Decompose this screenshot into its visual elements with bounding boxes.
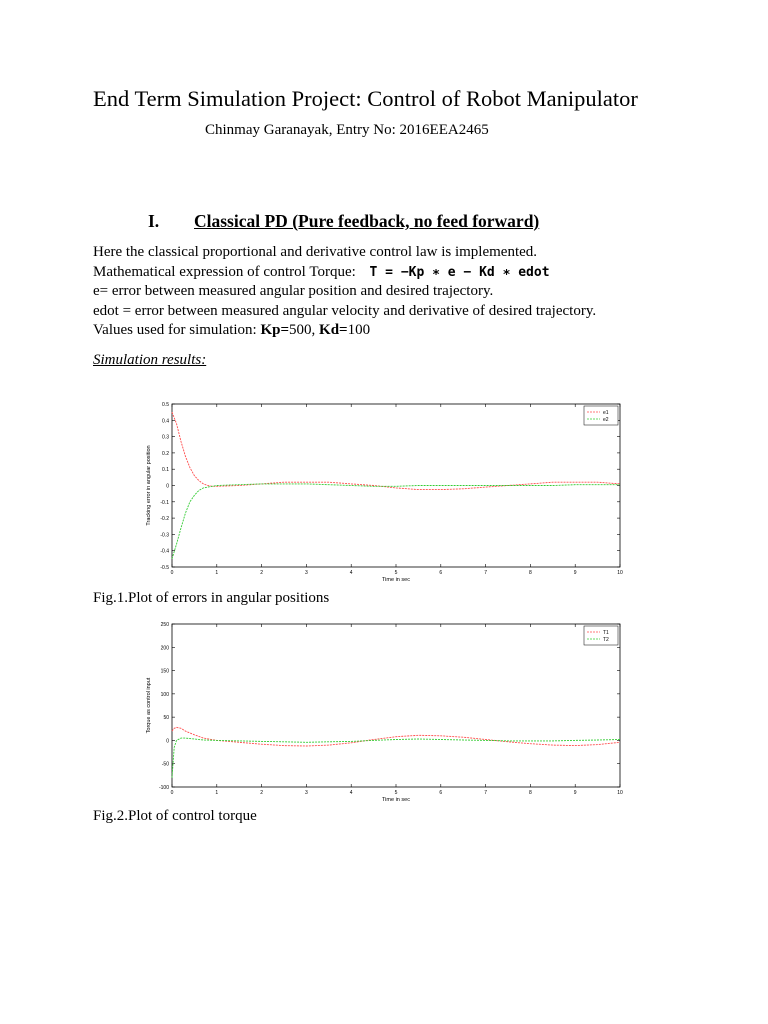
- x-tick-label: 9: [573, 790, 577, 796]
- legend-box: [584, 626, 618, 645]
- x-tick-label: 7: [484, 570, 487, 576]
- kp-label: Kp=: [260, 322, 290, 338]
- y-tick-label: 0.1: [162, 467, 169, 474]
- x-tick-label: 10: [617, 570, 623, 576]
- y-tick-label: 0: [166, 483, 169, 490]
- kd-label: Kd=: [319, 322, 348, 338]
- legend-label-e2: e2: [603, 417, 609, 423]
- author-line: Chinmay Garanayak, Entry No: 2016EEA2465: [205, 122, 489, 138]
- figure-1-caption: Fig.1.Plot of errors in angular positions: [93, 590, 330, 606]
- x-tick-label: 4: [349, 570, 353, 576]
- x-tick-label: 6: [439, 790, 443, 796]
- y-tick-label: -0.5: [160, 565, 169, 571]
- body-line-4: edot = error between measured angular velocity and derivative of desired trajectory.: [93, 302, 597, 319]
- simulation-results-heading: Simulation results:: [93, 352, 207, 368]
- legend-label-T1: T1: [603, 630, 609, 636]
- torque-formula: T = −Kp ∗ e − Kd ∗ edot: [369, 264, 550, 280]
- kd-value: 100: [347, 322, 371, 338]
- angular-error-chart: [130, 395, 630, 585]
- y-tick-label: 50: [163, 715, 169, 722]
- y-axis-label: Tracking error in angular position: [146, 445, 152, 526]
- y-tick-label: -50: [161, 761, 169, 768]
- y-tick-label: 150: [160, 668, 169, 675]
- y-tick-label: 0: [166, 738, 169, 745]
- x-tick-label: 1: [215, 570, 219, 576]
- legend-label-T2: T2: [603, 637, 609, 643]
- x-axis-label: Time in sec: [382, 577, 410, 583]
- x-axis-label: Time in sec: [382, 797, 410, 803]
- torque-expression-label: Mathematical expression of control Torque:: [93, 263, 356, 280]
- x-tick-label: 5: [394, 790, 398, 796]
- x-tick-label: 1: [215, 790, 219, 796]
- y-tick-label: -100: [158, 785, 169, 791]
- legend-label-e1: e1: [603, 410, 609, 416]
- y-tick-label: -0.4: [160, 548, 169, 555]
- x-tick-label: 5: [394, 570, 398, 576]
- body-line-2: [93, 263, 596, 283]
- y-tick-label: 200: [160, 645, 169, 652]
- section-number: I.: [148, 211, 160, 231]
- legend-box: [584, 406, 618, 425]
- x-tick-label: 8: [529, 790, 532, 796]
- y-tick-label: -0.2: [160, 516, 169, 523]
- x-tick-label: 0: [170, 790, 174, 796]
- x-tick-label: 7: [484, 790, 487, 796]
- y-tick-label: 0.4: [162, 418, 169, 425]
- control-torque-chart: [130, 615, 630, 805]
- body-line-1: Here the classical proportional and derivative control law is implemented.: [93, 244, 538, 260]
- y-tick-label: 0.3: [162, 434, 169, 441]
- x-tick-label: 4: [349, 790, 353, 796]
- kp-value: 500,: [289, 322, 320, 338]
- y-tick-label: 100: [160, 691, 169, 698]
- x-tick-label: 6: [439, 570, 443, 576]
- section-title: Classical PD (Pure feedback, no feed forward): [194, 211, 540, 231]
- figure-2-caption: Fig.2.Plot of control torque: [93, 808, 257, 824]
- body-line-3: e= error between measured angular position and desired trajectory.: [93, 283, 494, 299]
- body-line-5: [93, 321, 596, 341]
- y-tick-label: -0.3: [160, 532, 169, 539]
- document-title: End Term Simulation Project: Control of Robot Manipulator: [93, 86, 638, 111]
- x-tick-label: 9: [573, 570, 577, 576]
- values-prefix: Values used for simulation:: [93, 322, 261, 338]
- y-tick-label: 0.5: [162, 402, 169, 408]
- x-tick-label: 3: [305, 790, 308, 796]
- y-tick-label: -0.1: [160, 499, 169, 506]
- x-tick-label: 8: [529, 570, 532, 576]
- y-axis-label: Torque as control input: [146, 677, 152, 734]
- x-tick-label: 3: [305, 570, 308, 576]
- body-paragraph: [93, 243, 596, 341]
- x-tick-label: 10: [617, 790, 623, 796]
- y-tick-label: 250: [160, 622, 169, 628]
- y-tick-label: 0.2: [162, 450, 169, 457]
- x-tick-label: 0: [170, 570, 174, 576]
- x-tick-label: 2: [260, 570, 263, 576]
- plot-frame: [172, 624, 620, 787]
- x-tick-label: 2: [260, 790, 263, 796]
